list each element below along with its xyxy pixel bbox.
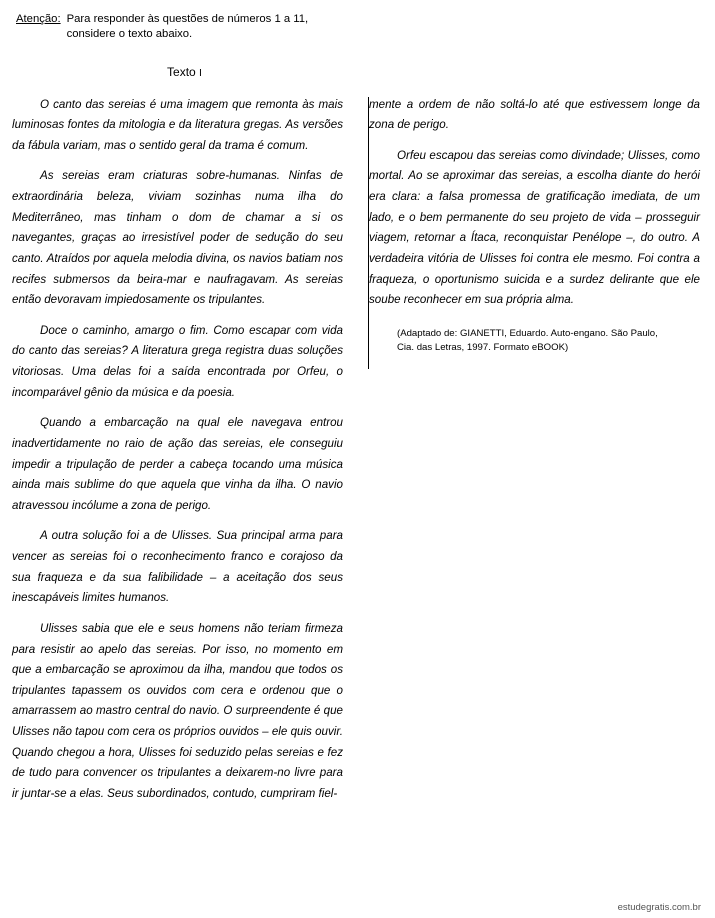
- page-title-numeral: I: [199, 66, 202, 79]
- footer-watermark: estudegratis.com.br: [617, 902, 701, 913]
- paragraph: Doce o caminho, amargo o fim. Como escapar com vida do canto das sereias? A literatura grega registra duas soluções vitoriosas. Uma delas foi a saída encontrada por Orfeu, o incomparável gênio da música e da poesia.: [12, 323, 343, 399]
- paragraph: Ulisses sabia que ele e seus homens não teriam firmeza para resistir ao apelo das sereias. Por isso, no momento em que a embarcação se aproximou da ilha, mandou que todos os tripulantes tapassem os ouvidos com cera e ordenou que o amarrassem ao mastro central do navio. O surpreendente é que Ulisses não tapou com cera os próprios ouvidos – ele quis ouvir. Quando chegou a hora, Ulisses foi seduzido pelas sereias e fez de tudo para convencer os tripulantes a deixarem-no livre para ir juntar-se a elas. Seus subordinados, contudo, cumpriram fiel-: [12, 621, 343, 800]
- left-column: [12, 95, 343, 805]
- text-columns: [12, 95, 703, 805]
- source-credit-line-1: (Adaptado de: GIANETTI, Eduardo. Auto-engano. São Paulo,: [397, 327, 658, 339]
- paragraph: A outra solução foi a de Ulisses. Sua principal arma para vencer as sereias foi o reconhecimento franco e corajoso da sua fraqueza e da sua falibilidade – a aceitação dos seus inescapáveis limites humanos.: [12, 529, 343, 605]
- source-credit-line-2: Cia. das Letras, 1997. Formato eBOOK): [397, 341, 569, 353]
- source-credit: [369, 327, 700, 355]
- page-title-text: Texto: [167, 64, 200, 79]
- attention-note: [16, 12, 703, 43]
- attention-label: Atenção:: [16, 13, 61, 25]
- page-title: [12, 65, 357, 79]
- paragraph: Orfeu escapou das sereias como divindade; Ulisses, como mortal. Ao se aproximar das sereias, a escolha diante do herói era clara: a falsa promessa de gratificação imediata, de um lado, e o bem permanente do seu projeto de vida – prosseguir viagem, retornar a Ítaca, reconquistar Penélope –, do outro. A verdadeira vitória de Ulisses foi contra ele mesmo. Foi contra a fraqueza, o oportunismo suicida e a surdez delirante que ele soube reconhecer em sua própria alma.: [369, 148, 700, 307]
- attention-line-2: considere o texto abaixo.: [66, 28, 193, 41]
- paragraph: Quando a embarcação na qual ele navegava entrou inadvertidamente no raio de ação das sereias, ele conseguiu impedir a tripulação de perder a cabeça tocando uma música ainda mais sublime do que aquela que vinha da ilha. O navio atravessou incólume a zona de perigo.: [12, 416, 343, 512]
- attention-text: [67, 12, 309, 43]
- paragraph: As sereias eram criaturas sobre-humanas. Ninfas de extraordinária beleza, viviam sozinhas numa ilha do Mediterrâneo, mas tinham o dom de chamar a si os navegantes, graças ao irresistível poder de sedução do seu canto. Atraídos por aquela melodia divina, os navios batiam nos recifes submersos da beira-mar e naufragavam. As sereias então devoravam impiedosamente os tripulantes.: [12, 169, 343, 307]
- column-divider: [368, 97, 369, 369]
- paragraph: O canto das sereias é uma imagem que remonta às mais luminosas fontes da mitologia e da literatura gregas. As versões da fábula variam, mas o sentido geral da trama é comum.: [12, 97, 343, 152]
- right-column: [369, 95, 700, 805]
- attention-line-1: Para responder às questões de números 1 a 11,: [66, 13, 309, 25]
- paragraph-continuation: mente a ordem de não soltá-lo até que estivessem longe da zona de perigo.: [369, 97, 700, 132]
